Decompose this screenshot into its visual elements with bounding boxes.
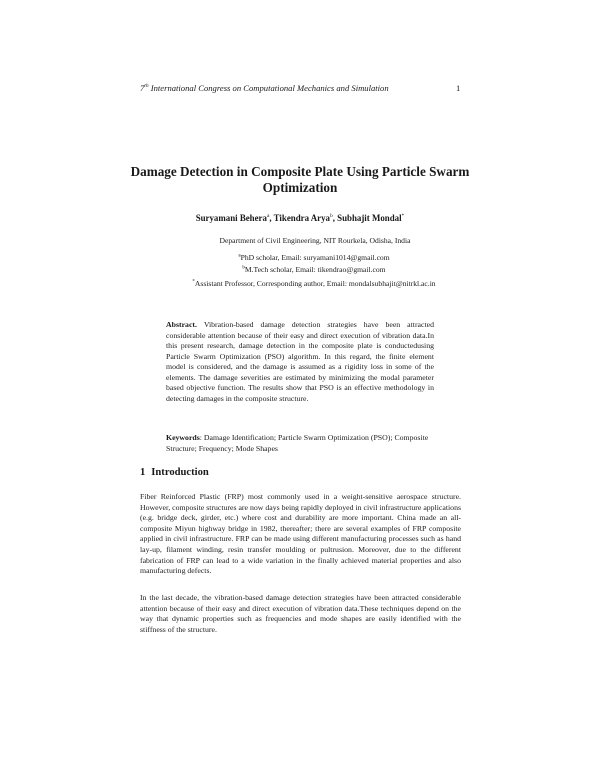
affiliation-text: PhD scholar, Email: suryamani1014@gmail.com (240, 253, 390, 262)
keywords (166, 433, 434, 454)
running-head (140, 83, 460, 93)
author-name: Tikendra Arya (273, 213, 330, 223)
abstract-label: Abstract. (166, 320, 197, 329)
abstract-text: Vibration-based damage detection strategies have been attracted considerable attention because of their easy and direct execution of vibration data.In this present research, damage detection in the composite plate is conductedusing Particle Swarm Optimization (PSO) algorithm. In this regard, the finite element model is considered, and the damage is assumed as a rigidity loss in some of the elements. The damage severities are estimated by minimizing the modal parameter based objective function. The results show that PSO is an effective methodology in detecting damages in the composite structure. (166, 320, 434, 403)
abstract (166, 320, 434, 404)
affiliation-text: Assistant Professor, Corresponding author, Email: mondalsubhajit@nitrkl.ac.in (194, 279, 436, 288)
body-paragraph: In the last decade, the vibration-based damage detection strategies have been attracted considerable attention because of their easy and direct execution of vibration data.These techniques depend on the way that dynamic properties such as frequencies and mode shapes are easily identified with the stiffness of the structure. (140, 593, 461, 634)
affiliation-mark: b (242, 265, 245, 271)
affiliation-corresponding (14, 279, 600, 288)
author-list: Suryamani Behera$^a$, Tikendra Arya$^b$, Subhajit Mondal* (195, 213, 405, 223)
conference-name: International Congress on Computational Mechanics and Simulation (150, 83, 389, 93)
affiliation-department: Department of Civil Engineering, NIT Rourkela, Odisha, India (219, 236, 411, 245)
author-name: Subhajit Mondal (337, 213, 402, 223)
affiliation-a (14, 253, 600, 262)
keywords-text: : Damage Identification; Particle Swarm Optimization (PSO); Composite Structure; Frequency; Mode Shapes (166, 433, 429, 453)
author-mark: * (401, 213, 405, 220)
keywords-label: Keywords (166, 433, 200, 442)
conference-ordinal: 7 (140, 83, 145, 93)
page-number: 1 (456, 83, 461, 93)
body-paragraph: Fiber Reinforced Plastic (FRP) most commonly used in a weight-sensitive aerospace structure. However, composite structures are now days being rapidly deployed in civil infrastructure applications (e.g. bridge deck, girder, etc.) where cost and durability are more important. China made an all-composite Miyun highway bridge in 1982, thereafter; there are several examples of FRP composite applied in civil infrastructure. FRP can be made using different manufacturing processes such as hand lay-up, filament winding, resin transfer moulding or pultrusion. Moreover, due to the different fabrication of FRP can lead to a wide variation in the finally achieved material properties and also manufacturing defects. (140, 492, 461, 576)
section-heading (140, 467, 215, 478)
section-number: 1 (140, 467, 146, 478)
affiliation-mark: * (192, 279, 195, 285)
affiliation-b (14, 265, 600, 274)
affiliation-mark: a (238, 253, 241, 259)
conference-ordinal-suffix: th (144, 83, 149, 90)
author-mark: a (266, 213, 270, 220)
paper-title: Damage Detection in Composite Plate Using Particle Swarm Optimization (130, 164, 470, 195)
section-title: Introduction (151, 467, 209, 478)
author-name: Suryamani Behera (195, 213, 267, 223)
affiliation-text: M.Tech scholar, Email: tikendrao@gmail.com (244, 265, 386, 274)
author-mark: b (329, 213, 333, 220)
